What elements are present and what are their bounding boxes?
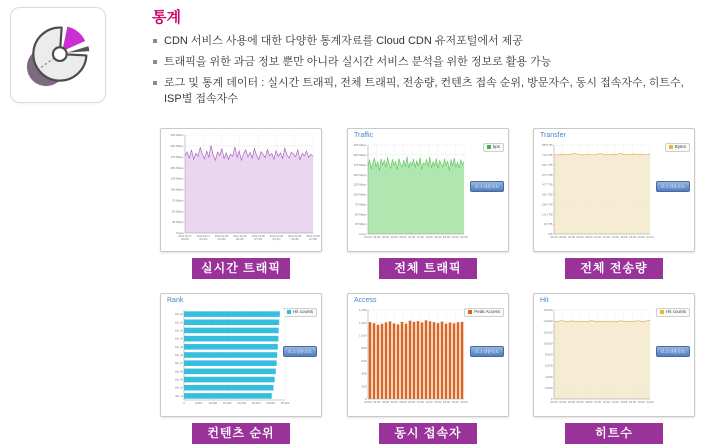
chart-card-total-traffic (347, 128, 509, 252)
svg-text:1,000: 1,000 (358, 333, 367, 338)
svg-text:50 Mbps: 50 Mbps (171, 209, 184, 214)
svg-text:22:00: 22:00 (646, 400, 654, 405)
svg-text:/file_03: /file_03 (174, 329, 183, 333)
svg-text:18:00: 18:00 (629, 400, 637, 405)
svg-text:800: 800 (361, 346, 367, 351)
svg-text:75 Mbps: 75 Mbps (354, 202, 367, 207)
svg-text:00:00: 00:00 (550, 235, 558, 240)
svg-text:22:00: 22:00 (460, 235, 468, 240)
chart-card-total-transfer (533, 128, 695, 252)
bullet-text: 트래픽을 위한 과금 정보 뿐만 아니라 실시간 서비스 분석을 위한 정보로 활용 가능 (164, 55, 552, 68)
caption-realtime-traffic: 실시간 트래픽 (192, 258, 290, 279)
header (152, 4, 698, 113)
svg-text:20:00: 20:00 (637, 400, 645, 405)
svg-text:5,000: 5,000 (194, 401, 202, 406)
svg-text:00:00: 00:00 (364, 400, 372, 405)
svg-text:2,000: 2,000 (544, 385, 553, 390)
svg-text:225 Mbps: 225 Mbps (170, 133, 184, 138)
thumbnail-total-transfer (533, 128, 695, 279)
page-title: 통계 (152, 9, 181, 26)
svg-text:85.8 TB: 85.8 TB (542, 143, 553, 148)
svg-text:2012-02-08(10:00): 2012-02-08 (10:00) (269, 234, 284, 241)
svg-text:47.7 TB: 47.7 TB (542, 182, 553, 187)
svg-text:08:00: 08:00 (585, 400, 593, 405)
bullet-square-icon (153, 39, 157, 43)
mini-chart-canvas (348, 307, 508, 410)
svg-text:600: 600 (361, 358, 367, 363)
svg-text:8,000: 8,000 (544, 352, 553, 357)
svg-text:22:00: 22:00 (460, 400, 468, 405)
svg-text:25,000: 25,000 (251, 401, 261, 406)
svg-text:0: 0 (550, 397, 553, 402)
mini-chart-canvas (534, 307, 694, 410)
svg-text:0: 0 (183, 401, 185, 406)
legend-label: Hit counts (292, 309, 313, 314)
legend-label: Bytes (674, 144, 686, 149)
svg-text:100 Mbps: 100 Mbps (353, 192, 367, 197)
mini-chart-canvas (161, 130, 321, 250)
feature-bullet (152, 34, 698, 50)
log-download-button[interactable]: 로그 다운로드 (470, 346, 504, 357)
svg-text:10:00: 10:00 (594, 235, 602, 240)
svg-text:12:00: 12:00 (602, 400, 610, 405)
svg-text:175 Mbps: 175 Mbps (170, 154, 184, 159)
svg-text:75 Mbps: 75 Mbps (171, 198, 184, 203)
svg-text:02:00: 02:00 (559, 400, 567, 405)
log-download-button[interactable]: 로그 다운로드 (283, 346, 317, 357)
svg-text:16:00: 16:00 (620, 400, 628, 405)
pie-chart-icon (15, 12, 101, 98)
svg-text:02:00: 02:00 (559, 235, 567, 240)
svg-text:16:00: 16:00 (620, 235, 628, 240)
thumbnail-hits (533, 293, 695, 444)
svg-text:66.7 TB: 66.7 TB (542, 162, 553, 167)
chart-thumbnails-grid (160, 128, 701, 447)
svg-text:100 Mbps: 100 Mbps (170, 187, 184, 192)
svg-text:30,000: 30,000 (266, 401, 275, 406)
svg-text:14:00: 14:00 (425, 235, 433, 240)
svg-text:200 Mbps: 200 Mbps (170, 143, 184, 148)
svg-text:6,000: 6,000 (544, 363, 553, 368)
legend-label: Hit counts (665, 309, 686, 314)
chart-title: Transfer (540, 132, 566, 139)
svg-text:150 Mbps: 150 Mbps (353, 172, 367, 177)
svg-text:08:00: 08:00 (399, 400, 407, 405)
svg-text:175 Mbps: 175 Mbps (353, 162, 367, 167)
bullet-text: 로그 및 통계 데이터 : 실시간 트래픽, 전체 트래픽, 전송량, 컨텐츠 접속 순위, 방문자수, 동시 접속자수, 히트수, ISP별 접속자수 (164, 76, 684, 105)
svg-text:0 bps: 0 bps (176, 231, 184, 236)
log-download-button[interactable]: 로그 다운로드 (656, 181, 690, 192)
svg-text:16:00: 16:00 (434, 235, 442, 240)
svg-text:200: 200 (361, 384, 367, 389)
svg-text:2012-02-08(07:00): 2012-02-08 (07:00) (251, 234, 265, 241)
svg-text:28.6 TB: 28.6 TB (542, 202, 553, 207)
svg-text:12,000: 12,000 (543, 330, 553, 335)
thumbnail-realtime-traffic (160, 128, 322, 279)
svg-text:06:00: 06:00 (576, 400, 584, 405)
svg-text:20:00: 20:00 (451, 400, 459, 405)
chart-title: Hit (540, 297, 549, 304)
feature-bullet (152, 76, 698, 108)
svg-text:/file_10: /file_10 (174, 386, 183, 390)
svg-text:2012-02-08(13:00): 2012-02-08 (13:00) (288, 234, 302, 241)
svg-text:14:00: 14:00 (425, 400, 433, 405)
svg-text:4,000: 4,000 (544, 374, 553, 379)
svg-text:16:00: 16:00 (434, 400, 442, 405)
svg-text:08:00: 08:00 (399, 235, 407, 240)
svg-text:1,200: 1,200 (358, 320, 367, 325)
svg-text:20:00: 20:00 (451, 235, 459, 240)
svg-text:10:00: 10:00 (408, 235, 416, 240)
feature-bullet-list (152, 34, 698, 108)
svg-text:04:00: 04:00 (381, 235, 389, 240)
chart-title: Access (354, 297, 377, 304)
svg-text:04:00: 04:00 (381, 400, 389, 405)
svg-text:/file_06: /file_06 (174, 353, 183, 357)
svg-text:15,000: 15,000 (223, 401, 232, 406)
svg-text:04:00: 04:00 (567, 400, 575, 405)
log-download-button[interactable]: 로그 다운로드 (470, 181, 504, 192)
svg-text:02:00: 02:00 (373, 235, 381, 240)
svg-text:06:00: 06:00 (576, 235, 584, 240)
svg-text:25 Mbps: 25 Mbps (171, 220, 184, 225)
svg-text:57.2 TB: 57.2 TB (542, 172, 553, 177)
svg-text:12:00: 12:00 (416, 400, 424, 405)
mini-chart-canvas (534, 142, 694, 245)
svg-text:/file_01: /file_01 (174, 313, 183, 317)
thumbnail-total-traffic (347, 128, 509, 279)
svg-text:2012-02-08(01:00): 2012-02-08 (01:00) (214, 234, 229, 241)
svg-text:/file_05: /file_05 (174, 345, 183, 349)
svg-text:/file_04: /file_04 (174, 337, 183, 341)
svg-text:02:00: 02:00 (373, 400, 381, 405)
svg-text:2012-02-07(22:00): 2012-02-07 (22:00) (196, 234, 210, 241)
bullet-square-icon (153, 81, 157, 85)
svg-text:0 B: 0 B (547, 232, 553, 237)
svg-text:20,000: 20,000 (237, 401, 246, 406)
chart-title: Traffic (354, 132, 374, 139)
svg-text:10:00: 10:00 (408, 400, 416, 405)
mini-chart-canvas (161, 307, 321, 410)
caption-total-traffic: 전체 트래픽 (379, 258, 477, 279)
svg-text:0 bps: 0 bps (359, 232, 367, 237)
svg-text:2012-02-07(19:00): 2012-02-07 (19:00) (178, 234, 192, 241)
caption-total-transfer: 전체 전송량 (565, 258, 663, 279)
legend-label: Peak Access (474, 309, 500, 314)
svg-text:35,000: 35,000 (280, 401, 290, 406)
thumbnail-concurrent-access (347, 293, 509, 444)
caption-concurrent-access: 동시 접속자 (379, 423, 477, 444)
svg-text:10:00: 10:00 (594, 400, 602, 405)
svg-text:2012-02-08(17:00): 2012-02-08 (17:00) (306, 234, 320, 241)
svg-text:/file_02: /file_02 (174, 321, 183, 325)
svg-text:25 Mbps: 25 Mbps (354, 222, 367, 227)
svg-text:/file_08: /file_08 (174, 370, 183, 374)
svg-text:04:00: 04:00 (567, 235, 575, 240)
svg-text:/file_07: /file_07 (174, 362, 183, 366)
thumbnail-content-rank (160, 293, 322, 444)
svg-text:150 Mbps: 150 Mbps (170, 165, 184, 170)
svg-text:08:00: 08:00 (585, 235, 593, 240)
svg-text:125 Mbps: 125 Mbps (170, 176, 184, 181)
svg-text:225 Mbps: 225 Mbps (353, 143, 367, 148)
svg-text:06:00: 06:00 (390, 235, 398, 240)
chart-card-concurrent-access (347, 293, 509, 417)
chart-title: Rank (167, 297, 184, 304)
svg-text:14,000: 14,000 (543, 319, 553, 324)
svg-text:125 Mbps: 125 Mbps (353, 182, 367, 187)
svg-text:00:00: 00:00 (550, 400, 558, 405)
svg-text:12:00: 12:00 (602, 235, 610, 240)
bullet-square-icon (153, 60, 157, 64)
svg-text:50 Mbps: 50 Mbps (354, 212, 367, 217)
mini-chart-canvas (348, 142, 508, 245)
caption-content-rank: 컨텐츠 순위 (192, 423, 290, 444)
svg-text:38.1 TB: 38.1 TB (542, 192, 553, 197)
bullet-text: CDN 서비스 사용에 대한 다양한 통계자료를 Cloud CDN 유저포털에서 제공 (164, 35, 523, 47)
svg-text:/file_11: /file_11 (175, 394, 183, 398)
svg-text:20:00: 20:00 (637, 235, 645, 240)
svg-text:/file_09: /file_09 (174, 378, 183, 382)
svg-text:1,400: 1,400 (358, 308, 367, 313)
log-download-button[interactable]: 로그 다운로드 (656, 346, 690, 357)
svg-text:200 Mbps: 200 Mbps (353, 152, 367, 157)
chart-card-realtime-traffic (160, 128, 322, 252)
svg-text:19.1 TB: 19.1 TB (542, 212, 553, 217)
chart-card-content-rank (160, 293, 322, 417)
svg-text:18:00: 18:00 (443, 400, 451, 405)
svg-text:12:00: 12:00 (416, 235, 424, 240)
svg-text:00:00: 00:00 (364, 235, 372, 240)
svg-text:18:00: 18:00 (629, 235, 637, 240)
caption-hits: 히트수 (565, 423, 663, 444)
statistics-icon-card (10, 7, 106, 103)
legend-label: bps (492, 144, 500, 149)
svg-text:16,000: 16,000 (543, 308, 553, 313)
svg-text:2012-02-08(04:00): 2012-02-08 (04:00) (233, 234, 247, 241)
feature-bullet (152, 55, 698, 71)
svg-text:10,000: 10,000 (543, 341, 553, 346)
svg-text:18:00: 18:00 (443, 235, 451, 240)
svg-text:06:00: 06:00 (390, 400, 398, 405)
chart-card-hits (533, 293, 695, 417)
svg-text:9.5 TB: 9.5 TB (543, 222, 553, 227)
svg-text:22:00: 22:00 (646, 235, 654, 240)
svg-text:14:00: 14:00 (611, 235, 619, 240)
svg-text:10,000: 10,000 (208, 401, 218, 406)
svg-text:0: 0 (364, 397, 367, 402)
svg-text:400: 400 (361, 371, 367, 376)
svg-text:76.2 TB: 76.2 TB (542, 152, 553, 157)
svg-text:14:00: 14:00 (611, 400, 619, 405)
